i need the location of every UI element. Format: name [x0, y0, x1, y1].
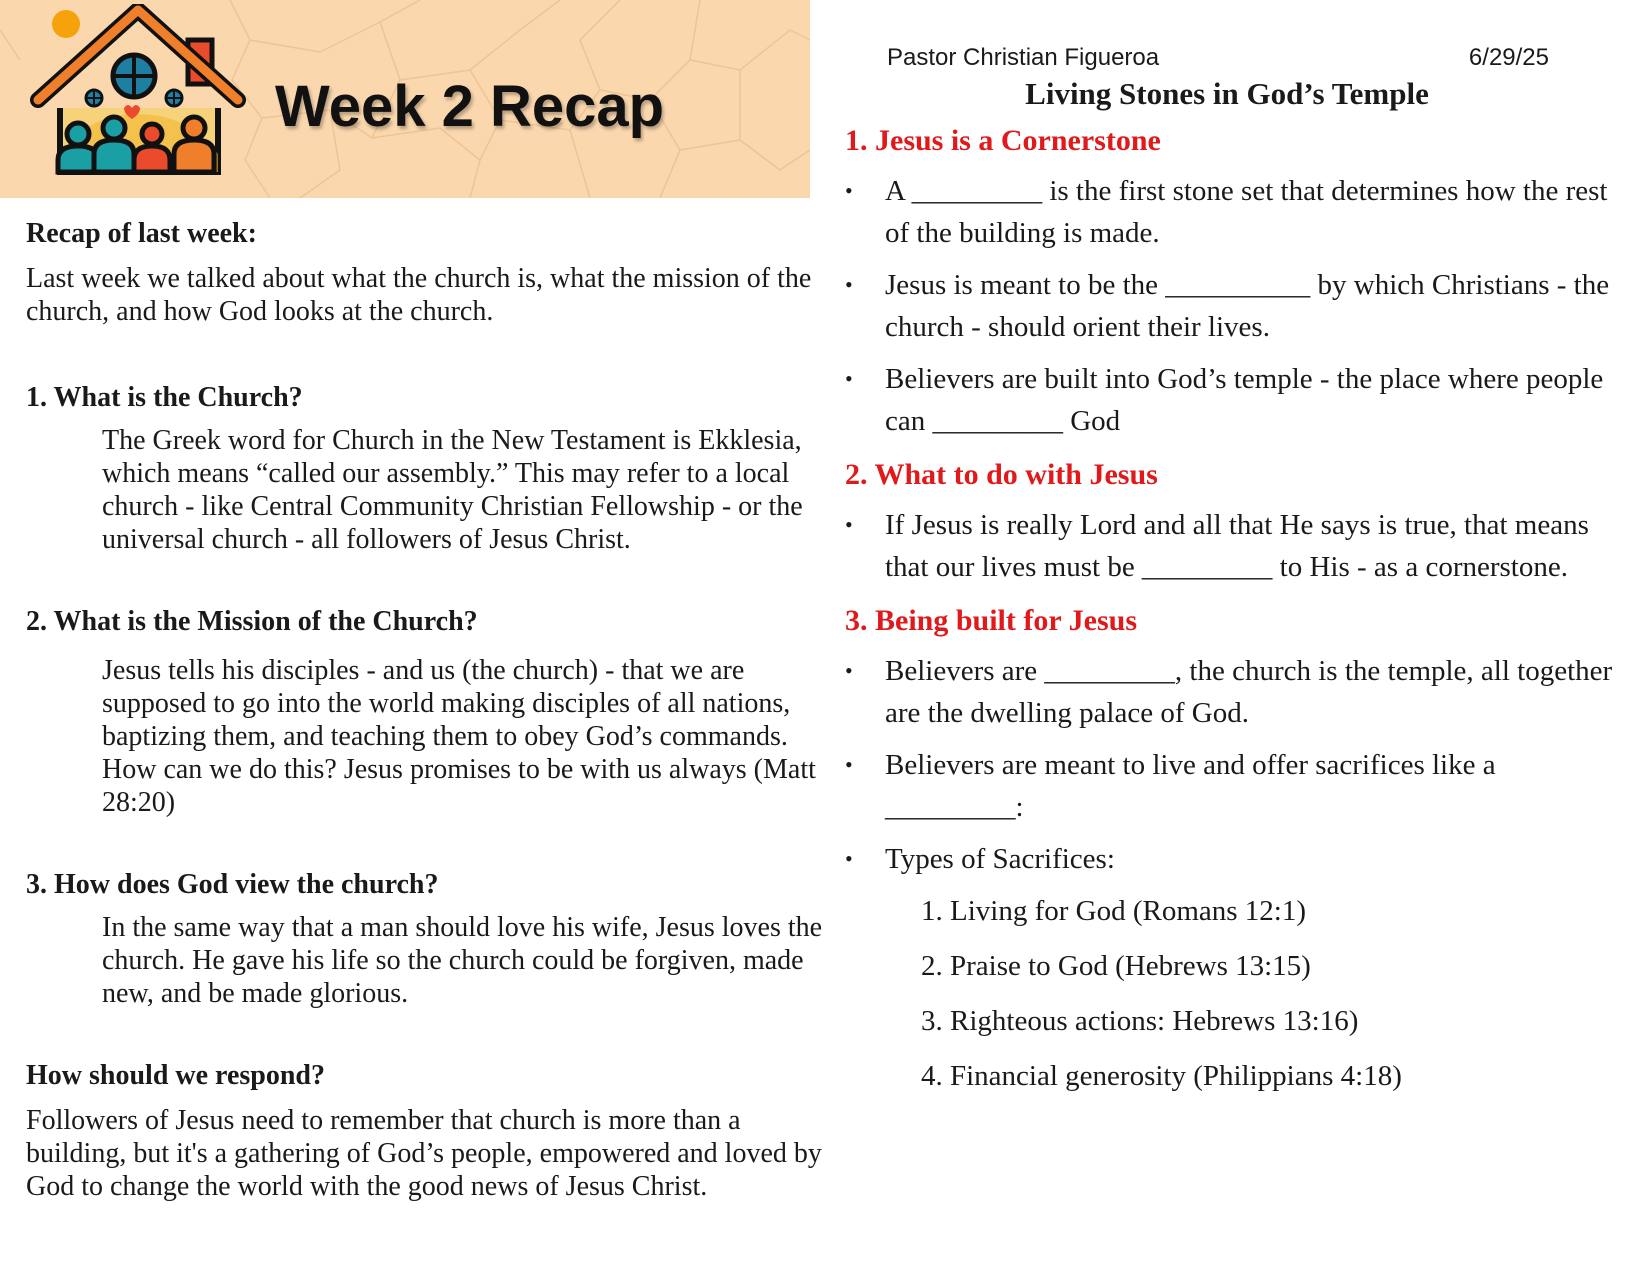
bullet-item: • Believers are meant to live and offer sacrifices like a _________:: [845, 744, 1635, 828]
list-item: 2. Praise to God (Hebrews 13:15): [921, 950, 1311, 982]
bullet-item: • Jesus is meant to be the __________ by which Christians - the church - should orient their lives.: [845, 264, 1635, 348]
pastor-name: Pastor Christian Figueroa: [887, 44, 1160, 71]
sermon-notes-column: [845, 44, 1635, 1110]
bullet-item: • Believers are built into God’s temple - the place where people can _________ God: [845, 358, 1635, 442]
section-body: Jesus tells his disciples - and us (the church) - that we are supposed to go into the world making disciples of all nations, baptizing them, and teaching them to obey God’s commands. How can we do this? Jesus promises to be with us always (Matt 28:20): [102, 655, 816, 818]
bullet-item: • If Jesus is really Lord and all that He says is true, that means that our lives must be _________ to His - as a cornerstone.: [845, 504, 1635, 588]
list-item: 3. Righteous actions: Hebrews 13:16): [921, 1005, 1359, 1037]
recap-section-church: [26, 380, 838, 556]
point-bullets: [845, 650, 1635, 880]
recap-section-mission: [26, 604, 838, 819]
list-item: 1. Living for God (Romans 12:1): [921, 895, 1307, 927]
sermon-title: Living Stones in God’s Temple: [1025, 76, 1429, 111]
house-with-people-icon: [28, 4, 248, 184]
bullet-item: • A _________ is the first stone set that determines how the rest of the building is made.: [845, 170, 1635, 254]
section-heading: 3. How does God view the church?: [26, 869, 439, 900]
sacrifice-types-list: [845, 890, 1635, 1097]
point-bullets: [845, 170, 1635, 442]
sermon-date: 6/29/25: [1468, 44, 1549, 71]
point-heading: 2. What to do with Jesus: [845, 458, 1158, 491]
list-item: 4. Financial generosity (Philippians 4:18): [921, 1060, 1402, 1092]
bullet-item: • Types of Sacrifices:: [845, 838, 1635, 880]
respond-section: [26, 1058, 838, 1203]
header-banner: [0, 0, 810, 198]
sermon-meta: [845, 44, 1635, 76]
point-heading: 1. Jesus is a Cornerstone: [845, 124, 1161, 157]
respond-body: Followers of Jesus need to remember that church is more than a building, but it's a gathering of God’s people, empowered and loved by God to change the world with the good news of Jesus Christ.: [26, 1105, 822, 1202]
point-heading: 3. Being built for Jesus: [845, 604, 1137, 637]
section-body: The Greek word for Church in the New Testament is Ekklesia, which means “called our assembly.” This may refer to a local church - like Central Community Christian Fellowship - or the universal church - all followers of Jesus Christ.: [102, 425, 803, 555]
section-heading: 1. What is the Church?: [26, 382, 303, 413]
recap-body: Last week we talked about what the church is, what the mission of the church, and how God looks at the church.: [26, 263, 812, 327]
bullet-item: • Believers are _________, the church is the temple, all together are the dwelling palace of God.: [845, 650, 1635, 734]
banner-title: Week 2 Recap: [275, 74, 665, 139]
recap-column: [26, 216, 838, 1203]
section-body: In the same way that a man should love his wife, Jesus loves the church. He gave his life so the church could be forgiven, made new, and be made glorious.: [102, 912, 823, 1009]
point-bullets: [845, 504, 1635, 588]
section-heading: 2. What is the Mission of the Church?: [26, 606, 478, 637]
recap-heading: Recap of last week:: [26, 218, 257, 249]
respond-heading: How should we respond?: [26, 1060, 326, 1091]
recap-section-view: [26, 867, 838, 1010]
